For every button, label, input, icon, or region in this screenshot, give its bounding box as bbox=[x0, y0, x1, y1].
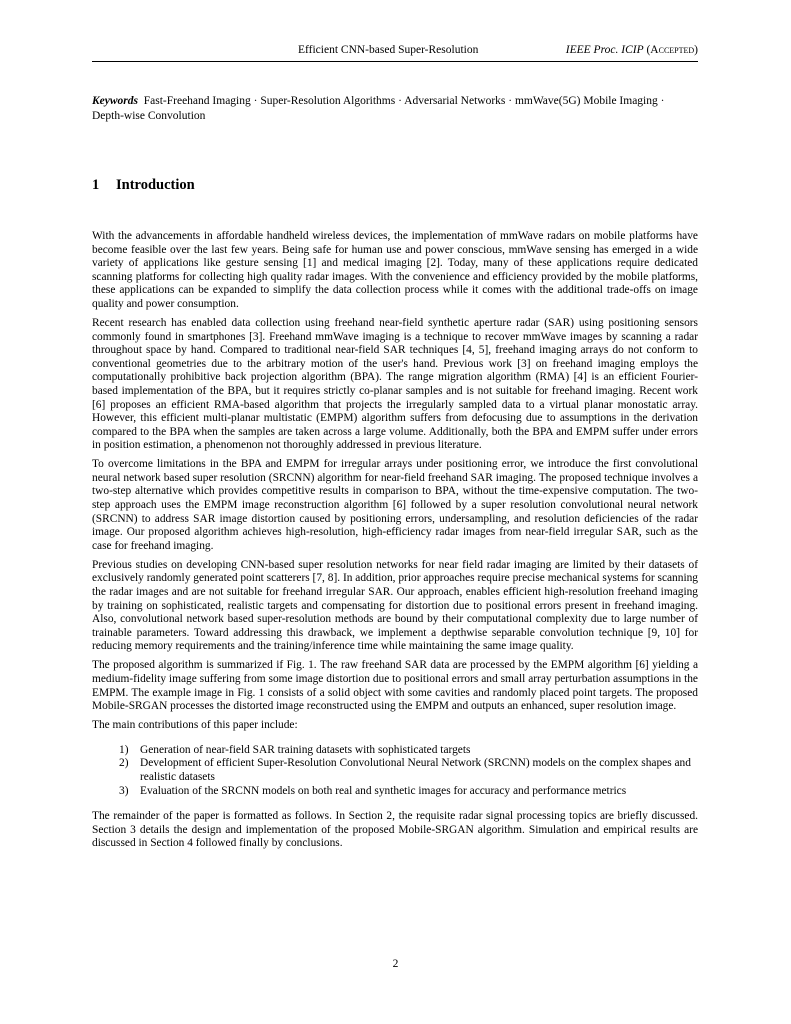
venue-status: (Accepted) bbox=[646, 44, 698, 56]
list-item bbox=[119, 785, 698, 799]
list-item bbox=[119, 757, 698, 784]
list-item-marker: 1) bbox=[119, 743, 129, 756]
list-item-text: Development of efficient Super-Resolution Convolutional Neural Network (SRCNN) models on the complex shapes and realistic datasets bbox=[140, 757, 691, 783]
closing-paragraph: The remainder of the paper is formatted as follows. In Section 2, the requisite radar signal processing topics are briefly discussed. Section 3 details the design and implementation of the proposed Mobile-SRGAN algorithm. Simulation and empirical results are discussed in Section 4 followed finally by conclusions. bbox=[92, 810, 698, 850]
page-number: 2 bbox=[392, 958, 399, 970]
list-item bbox=[119, 744, 698, 758]
keywords-block bbox=[92, 94, 698, 123]
running-header bbox=[92, 44, 698, 62]
paragraph: The proposed algorithm is summarized if Fig. 1. The raw freehand SAR data are processed by the EMPM algorithm [6] yielding a medium-fidelity image suffering from some image distortion due to positional errors and small array perturbation assumptions in the EMPM. The example image in Fig. 1 consists of a solid object with some cavities and randomly placed point targets. The proposed Mobile-SRGAN processes the distorted image reconstructed using the EMPM and outputs an enhanced, super resolution image. bbox=[92, 659, 698, 713]
section-number: 1 bbox=[92, 177, 100, 193]
section-title: Introduction bbox=[116, 177, 195, 193]
list-item-text: Generation of near-field SAR training datasets with sophisticated targets bbox=[140, 743, 471, 756]
venue-name: IEEE Proc. ICIP bbox=[565, 44, 644, 56]
paragraph: Recent research has enabled data collection using freehand near-field synthetic aperture radar (SAR) using positioning sensors commonly found in smartphones [3]. Freehand mmWave imaging is a technique to recover mmWave images by scanning a radar throughout space by hand. Compared to traditional near-field SAR techniques [4, 5], freehand imaging arrays do not conform to conventional geometries due to the arbitrary motion of the user's hand. Previous work [3] on freehand imaging employs the computationally prohibitive back projection algorithm (BPA). The range migration algorithm (RMA) [4] is an efficient Fourier-based implementation of the BPA, but it requires strictly co-planar samples and is not suitable for freehand imaging. Recent work [6] proposes an efficient RMA-based algorithm that projects the irregularly sampled data to a virtual planar monostatic array. However, this efficient multi-planar multistatic (EMPM) algorithm suffers from defocusing due to assumptions in the derivation compared to the BPA when the samples are taken across a large volume. Additionally, both the BPA and EMPM suffer under errors in position estimation, a phenomenon not thoroughly addressed in previous literature. bbox=[92, 316, 698, 452]
list-item-marker: 3) bbox=[119, 784, 129, 797]
paragraph: To overcome limitations in the BPA and EMPM for irregular arrays under positioning error, we introduce the first convolutional neural network based super resolution (SRCNN) algorithm for near-field freehand SAR imaging. The proposed technique involves a two-step alternative which provides competitive results in comparison to BPA, without the time-expensive computation. The two-step approach uses the EMPM image reconstruction algorithm [6] followed by a super resolution convolutional neural network (SRCNN) to address SAR image distortion caused by positioning errors, undersampling, and resolution deficiencies of the radar image. Our proposed algorithm achieves high-resolution, high-efficiency radar images from near-field irregular SAR, such as the case for freehand imaging. bbox=[92, 458, 698, 552]
section-heading bbox=[92, 177, 195, 194]
paragraph: With the advancements in affordable handheld wireless devices, the implementation of mmWave radars on mobile platforms have become feasible over the last few years. Being safe for human use and power conscious, mmWave sensing has emerged in a wide variety of applications like gesture sensing [1] and medical imaging [2]. Today, many of these applications require dedicated scanning platforms for collecting high quality radar images. With the convenience and efficiency provided by the mobile platforms, these applications can be expanded to simplify the data collection process while it comes with the additional trade-offs on image quality and power consumption. bbox=[92, 230, 698, 310]
keywords-label: Keywords bbox=[92, 95, 138, 107]
contributions-list bbox=[92, 744, 698, 798]
body-text bbox=[92, 230, 698, 856]
list-item-marker: 2) bbox=[119, 757, 129, 770]
keywords-text: Fast-Freehand Imaging · Super-Resolution Algorithms · Adversarial Networks · mmWave(5G) Mobile Imaging · Depth-wise Convolution bbox=[92, 95, 665, 122]
paragraph: The main contributions of this paper include: bbox=[92, 719, 298, 732]
list-item-text: Evaluation of the SRCNN models on both real and synthetic images for accuracy and performance metrics bbox=[140, 784, 627, 797]
running-header-title: Efficient CNN-based Super-Resolution bbox=[298, 44, 479, 56]
running-header-venue bbox=[566, 44, 698, 56]
paragraph: Previous studies on developing CNN-based super resolution networks for near field radar imaging are limited by their datasets of exclusively randomly generated point scatterers [7, 8]. In addition, prior approaches require precise mechanical systems for scanning the radar images and are not suitable for freehand irregular SAR. Our approach, enables efficient high-resolution freehand imaging by training on sophisticated, realistic targets and compensating for distortion due to positional errors present in freehand imaging. Also, convolutional network based super-resolution methods are bound by their computational complexity due to large number of trainable parameters. Toward addressing this drawback, we implement a depthwise separable convolution technique [9, 10] for reducing memory requirements and the training/inference time while maintaining the same image quality. bbox=[92, 558, 698, 653]
